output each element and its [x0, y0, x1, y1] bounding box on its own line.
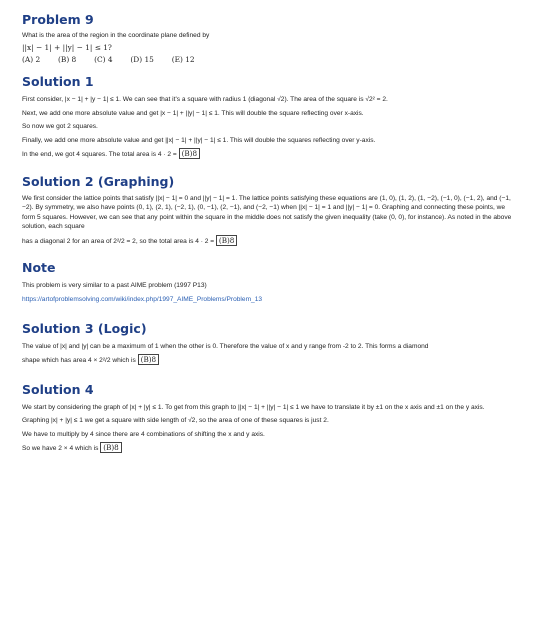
problem-inequality: ||x| − 1| + ||y| − 1| ≤ 1?	[22, 42, 112, 52]
solution1-line1: First consider, |x − 1| + |y − 1| ≤ 1. We can see that it's a square with radius 1 (diagonal √2). The area of the square is √2² = 2.	[22, 96, 388, 104]
solution2-heading: Solution 2 (Graphing)	[22, 173, 175, 189]
aime-problem-link[interactable]: https://artofproblemsolving.com/wiki/index.php/1997_AIME_Problems/Problem_13	[22, 296, 263, 304]
solution1-line4: Finally, we add one more absolute value and get ||x| − 1| + ||y| − 1| ≤ 1. This will double the squares reflecting over y-axis.	[22, 136, 376, 144]
solution4-conclusion: So we have 2 × 4 which is	[22, 445, 99, 453]
solution3-conclusion: shape which has area 4 × 2²/2 which is	[22, 357, 136, 365]
solution1-conclusion: In the end, we got 4 squares. The total area is 4 · 2 =	[22, 151, 177, 159]
solution3-heading: Solution 3 (Logic)	[22, 320, 147, 336]
solution1-heading: Solution 1	[22, 74, 94, 90]
solution4-line2: Graphing |x| + |y| ≤ 1 we get a square with side length of √2, so the area of one of these squares is just 2.	[22, 417, 329, 425]
note-heading: Note	[22, 260, 56, 276]
solution1-line2: Next, we add one more absolute value and get |x − 1| + ||y| − 1| ≤ 1. This will double the square reflecting over x-axis.	[22, 109, 364, 117]
solution1-line5	[22, 149, 514, 160]
note-text: This problem is very similar to a past AIME problem (1997 P13)	[22, 282, 207, 290]
solution1-answer-box: (B)8	[179, 148, 200, 159]
solution4-answer-box: (B)8	[100, 442, 121, 453]
problem-question: What is the area of the region in the coordinate plane defined by	[22, 32, 210, 39]
answer-choices	[22, 55, 514, 66]
solution4-line3: We have to multiply by 4 since there are 4 combinations of shifting the x and y axis.	[22, 430, 265, 438]
solution1-line3: So now we got 2 squares.	[22, 123, 98, 131]
choice-b: (B) 8	[58, 55, 77, 65]
choice-a: (A) 2	[22, 55, 41, 65]
solution4-line4	[22, 443, 514, 454]
solution2-paragraph: We first consider the lattice points that satisfy ||x| − 1| = 0 and ||y| − 1| = 1. The lattice points satisfying these equations are (1, 0), (1, 2), (1, −2), (−1, 0), (−1, 2), and (−1, −2). By symmetry, we also have points (0, 1), (2, 1), (−2, 1), (0, −1), (2, −1), and (−2, −1) when ||x| − 1| = 1 and ||y| − 1| = 0. Graphing and connecting these points, we form 5 squares. However, we can see that any point within the square in the middle does not satisfy the given inequality (take (0, 0), for instance). As noted in the above solution, each square	[22, 194, 512, 231]
problem-heading: Problem 9	[22, 12, 94, 27]
solution3-line2	[22, 355, 514, 366]
note-link-line	[22, 295, 514, 305]
choice-e: (E) 12	[171, 55, 195, 65]
choice-d: (D) 15	[130, 55, 154, 65]
solution3-answer-box: (B)8	[138, 354, 159, 365]
solution2-last-line	[22, 236, 514, 247]
solution4-heading: Solution 4	[22, 381, 94, 397]
solution3-line1: The value of |x| and |y| can be a maximum of 1 when the other is 0. Therefore the value of x and y range from -2 to 2. This forms a diamond	[22, 342, 429, 350]
solution2-conclusion: has a diagonal 2 for an area of 2²/2 = 2, so the total area is 4 · 2 =	[22, 237, 215, 245]
choice-c: (C) 4	[94, 55, 113, 65]
solution2-answer-box: (B)8	[216, 235, 237, 246]
solution4-line1: We start by considering the graph of |x| + |y| ≤ 1. To get from this graph to ||x| − 1| + ||y| − 1| ≤ 1 we have to translate it by ±1 on the x axis and ±1 on the y axis.	[22, 403, 485, 411]
